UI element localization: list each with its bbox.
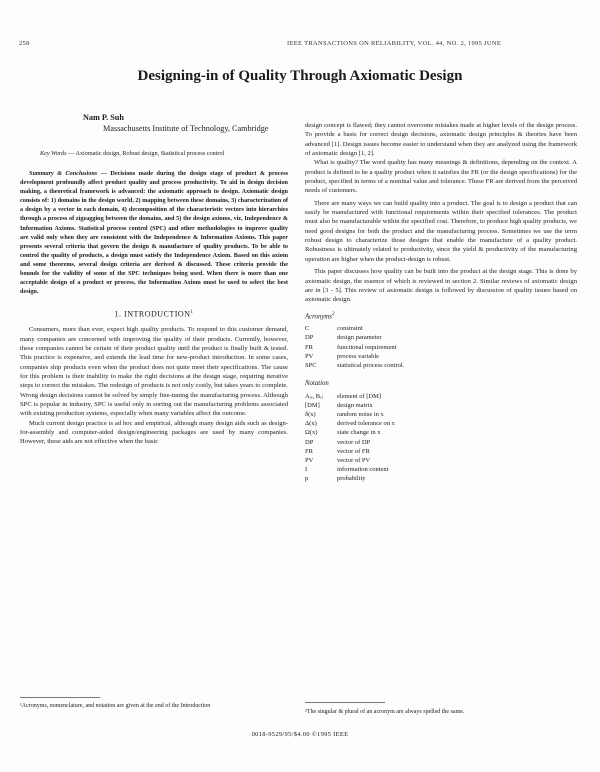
notation-definition: design matrix — [337, 401, 373, 409]
author-name: Nam P. Suh — [83, 113, 124, 122]
notation-definition: element of [DM] — [337, 392, 382, 400]
paper-title: Designing-in of Quality Through Axiomatic Design — [137, 68, 463, 84]
notation-term: Ω(x) — [305, 429, 318, 437]
acronym-definition: process variable — [337, 352, 380, 360]
notation-term: I — [305, 466, 308, 474]
notation-term: δ(x) — [305, 410, 316, 418]
intro-paragraph-1: Consumers, more than ever, expect high quality products. To respond to this customer demand, many companies are concerned with improving the quality of their products. Currently, however, these companies cannot be certain of their product quality until the product is finally built & tested. This practice is expensive, and extends the lead time for new-product introduction. In some cases, companies ship products even when the product does not quite meet their specifications. The cause for this problem is their inability to make the right decisions at the design stage, requiring iterative steps to correct the mistakes. The redesign of products is not only costly, but takes years to complete. Wrong design decisions cannot be solved by simply fine-tuning the manufacturing process. Although SPC is popular in industry, SPC is useful only in sorting out the manufacturing problems associated with existing production systems, especially when many variables affect the outcome. — [20, 326, 288, 418]
notation-row — [305, 447, 395, 456]
journal-header: IEEE TRANSACTIONS ON RELIABILITY, VOL. 44, NO. 2, 1995 JUNE — [287, 40, 502, 47]
notation-term: p — [305, 475, 309, 483]
body-paragraph-1: design concept is flawed; they cannot overcome mistakes made at higher levels of the design process. To provide a basis for correct design decisions, axiomatic design principles & theories have been advanced [1]. Design issues become easier to understand when they are analyzed using the framework of axiomatic design [1, 2]. — [305, 122, 577, 158]
summary-text: — Decisions made during the design stage of product & process development profoundly affect product quality and process productivity. To aid in design decision making, a theoretical framework is advanced: the axiomatic approach to design. Axiomatic design consists of: 1) domains in the design world, 2) mapping between these domains, 3) characterization of a design by a vector in each domain, 4) decomposition of the characteristic vectors into hierarchies through a process of zigzagging between the domains, and 5) the design axioms, viz, Independence & Information Axioms. Statistical process control (SPC) and other methodologies to improve quality are valid only when they are consistent with the Independence & Information Axioms. This paper presents several criteria that govern the design & manufacture of quality products. To be able to control the quality of products, a design must satisfy the Independence Axiom. Based on this axiom and some theorems, several design criteria are derived & discussed. These criteria provide the bounds for the validity of some of the SPC techniques being used. When there is more than one acceptable design of a product or process, the Information Axiom must be used to select the best design. — [20, 170, 289, 296]
acronym-definition: statistical process control. — [337, 361, 405, 369]
acronym-definition: design parameter — [337, 334, 382, 342]
acronym-term: C — [305, 325, 310, 333]
acronyms-heading: Acronyms$^2$ — [305, 311, 335, 320]
body-paragraph-4: This paper discusses how quality can be built into the product at the design stage. This is done by axiomatic design, the essence of which is reviewed in section 2. Similar reviews of axiomatic design are in [3 - 5]. This review of axiomatic design is followed by discussion of quality issues based on axiomatic design. — [305, 268, 577, 304]
notation-row — [305, 410, 395, 419]
notation-term: PV — [305, 456, 314, 464]
acronym-row — [305, 361, 404, 370]
notation-heading: Notation — [305, 380, 329, 388]
notation-definition: information content — [337, 466, 389, 474]
section-1-heading: 1. INTRODUCTION$^1$ — [114, 309, 194, 319]
acronym-row — [305, 324, 404, 333]
intro-paragraph-2: Much current design practice is ad hoc and empirical, although many design aids such as design-for-assembly and computer-aided design/engineering packages are used by many companies. However, these aids are not effective when the basic — [20, 419, 288, 446]
notation-definition: derived tolerance on x — [337, 420, 395, 428]
notation-row — [305, 419, 395, 428]
notation-row — [305, 428, 395, 437]
footnote-right: ²The singular & plural of an acronym are always spelled the same. — [305, 709, 465, 715]
acronym-row — [305, 343, 404, 352]
page-number: 258 — [19, 40, 30, 47]
notation-table — [305, 392, 395, 484]
notation-row — [305, 456, 395, 465]
body-paragraph-3: There are many ways we can build quality into a product. The goal is to design a product that can easily be manufactured with functional requirements within their specified tolerances. The product must also be manufacturable within the specified cost. Therefore, to produce high quality products, we need good designs for both the product and the manufacturing process. Sometimes we use the term robust design to characterize those designs that enable the manufacture of a quality product. Robustness is ultimately related to productivity, since the yield & productivity of the manufacturing operation are higher when the product-design is robust. — [305, 199, 577, 263]
acronym-row — [305, 352, 404, 361]
key-words — [40, 149, 288, 158]
acronym-term: FR — [305, 343, 313, 351]
footnote-rule-right — [305, 702, 385, 703]
notation-row — [305, 392, 395, 401]
footnote-rule-left — [20, 697, 100, 698]
acronym-row — [305, 333, 404, 342]
notation-definition: vector of DP — [337, 438, 371, 446]
notation-row — [305, 401, 395, 410]
notation-definition: vector of PV — [337, 456, 371, 464]
acronyms-table — [305, 324, 404, 370]
notation-row — [305, 465, 395, 474]
notation-term: [DM] — [305, 401, 320, 409]
summary-paragraph — [20, 169, 288, 296]
notation-definition: vector of FR — [337, 447, 370, 455]
author-affiliation: Massachusetts Institute of Technology, Cambridge — [103, 123, 269, 133]
right-column — [305, 121, 577, 484]
footnote-left: ¹Acronyms, nomenclature, and notation are given at the end of the Introduction — [20, 703, 211, 709]
notation-term: DP — [305, 438, 314, 446]
notation-definition: probability — [337, 475, 366, 483]
acronym-term: DP — [305, 334, 314, 342]
issn-line: 0018-9529/95/$4.00 ©1995 IEEE — [251, 731, 349, 738]
acronym-definition: functional requirement — [337, 343, 397, 351]
notation-term: Δ(x) — [305, 420, 317, 428]
acronym-term: SPC — [305, 361, 317, 369]
acronym-definition: constraint — [337, 325, 363, 333]
notation-definition: random noise in x — [337, 410, 384, 418]
key-words-text: — Axiomatic design, Robust design, Statistical process control — [68, 150, 225, 157]
notation-term: FR — [305, 447, 313, 455]
body-paragraph-2: What is quality? The word quality has many meanings & definitions, depending on the context. A product is defined to be a quality product when it satisfies the FR (or the design specifications) for the product, specified in terms of a nominal value and tolerance. These FR are derived from the perceived needs of customers. — [305, 159, 577, 195]
summary-label: Summary & Conclusions — [29, 170, 98, 177]
notation-row — [305, 474, 395, 483]
key-words-label: Key Words — [40, 150, 67, 157]
notation-row — [305, 438, 395, 447]
notation-term: Aᵢⱼ, Bᵢⱼ — [305, 392, 323, 400]
acronym-term: PV — [305, 352, 314, 360]
notation-definition: state change in x — [337, 429, 381, 437]
left-column — [20, 113, 288, 447]
